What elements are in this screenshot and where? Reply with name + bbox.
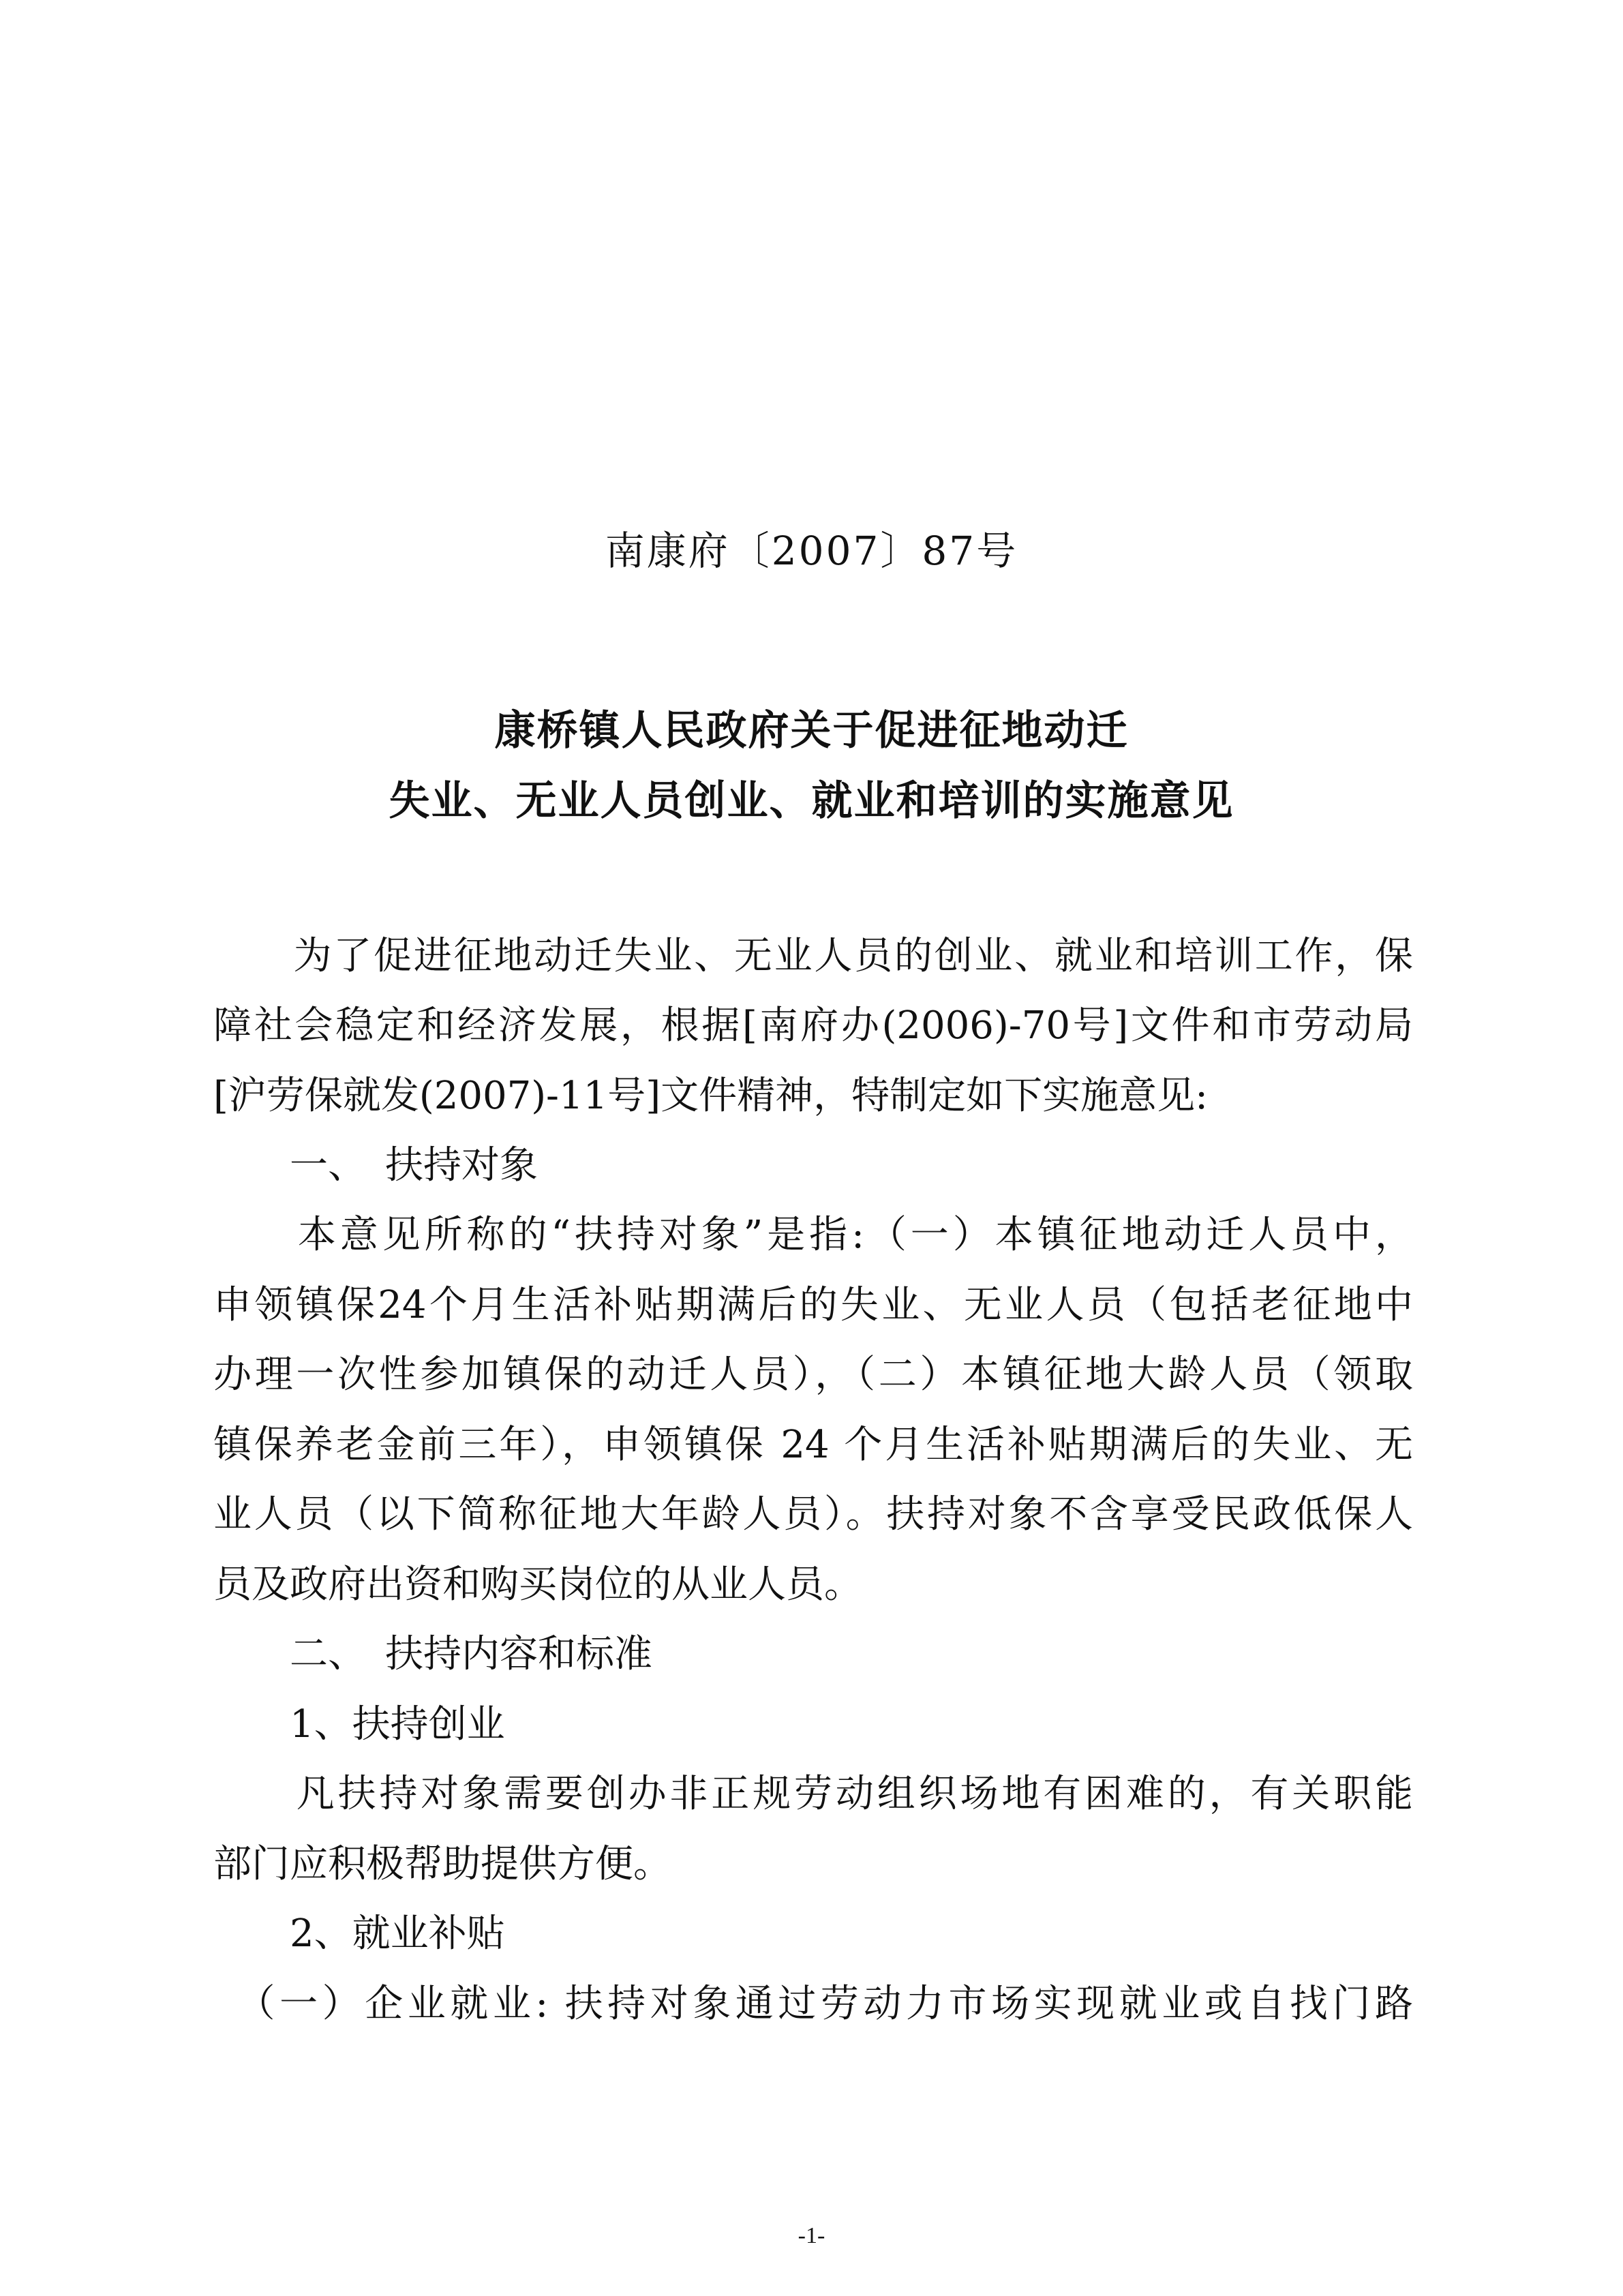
body-text-line: 本意见所称的“扶持对象”是指:（一）本镇征地动迁人员中， <box>213 1213 1413 1257</box>
page-number: -1- <box>798 2223 825 2248</box>
body-text-line: 申领镇保24个月生活补贴期满后的失业、无业人员（包括老征地中 <box>213 1283 1413 1327</box>
document-title-line-2: 失业、无业人员创业、就业和培训的实施意见 <box>389 777 1234 825</box>
body-text-line: （一）企业就业: 扶持对象通过劳动力市场实现就业或自找门路 <box>213 1982 1413 2026</box>
body-text-line: 部门应积极帮助提供方便。 <box>213 1842 671 1886</box>
subsection-heading: 1、扶持创业 <box>213 1702 505 1747</box>
body-text-line: 业人员（以下简称征地大年龄人员）。扶持对象不含享受民政低保人 <box>213 1492 1413 1537</box>
section-heading: 二、 扶持内容和标准 <box>213 1632 652 1676</box>
body-text-line: 障社会稳定和经济发展，根据[南府办(2006)-70号]文件和市劳动局 <box>213 1003 1413 1048</box>
body-text-line: 凡扶持对象需要创办非正规劳动组织场地有困难的，有关职能 <box>213 1772 1413 1816</box>
body-text-line: 员及政府出资和购买岗位的从业人员。 <box>213 1562 862 1607</box>
body-text-line: 办理一次性参加镇保的动迁人员），（二）本镇征地大龄人员（领取 <box>213 1353 1413 1397</box>
document-title-line-1: 康桥镇人民政府关于促进征地动迁 <box>494 707 1129 755</box>
body-text-line: 为了促进征地动迁失业、无业人员的创业、就业和培训工作，保 <box>213 934 1413 978</box>
subsection-heading: 2、就业补贴 <box>213 1912 505 1956</box>
body-text-line: 镇保养老金前三年），申领镇保 24 个月生活补贴期满后的失业、无 <box>213 1423 1413 1467</box>
body-text-line: [沪劳保就发(2007)-11号]文件精神，特制定如下实施意见: <box>213 1074 1208 1118</box>
section-heading: 一、 扶持对象 <box>213 1143 538 1188</box>
document-number: 南康府〔2007〕87号 <box>605 528 1018 574</box>
